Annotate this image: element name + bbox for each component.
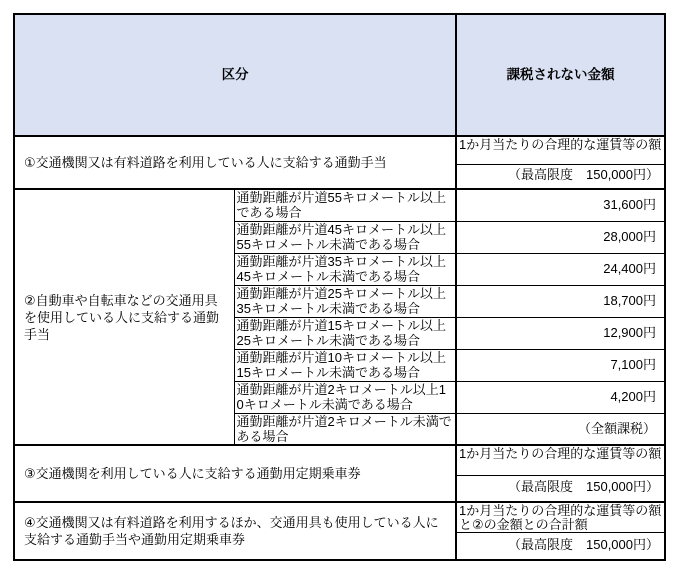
row2-amount-cell: 18,700円	[456, 285, 665, 317]
header-category-cell: 区分	[14, 14, 456, 136]
row3-amount-main-cell: 1か月当たりの合理的な運賃等の額	[456, 445, 665, 475]
row2-condition-cell: 通勤距離が片道55キロメートル以上である場合	[234, 189, 456, 221]
table-row	[14, 502, 665, 533]
table-row	[14, 136, 665, 164]
row1-category-cell: ①交通機関又は有料道路を利用している人に支給する通勤手当	[14, 136, 456, 189]
row4-amount-limit-cell: （最高限度 150,000円）	[456, 533, 665, 560]
row2-condition-cell: 通勤距離が片道2キロメートル未満である場合	[234, 413, 456, 445]
table-header-row	[14, 14, 665, 136]
table-row	[14, 445, 665, 475]
header-amount-cell: 課税されない金額	[456, 14, 665, 136]
row2-condition-cell: 通勤距離が片道45キロメートル以上55キロメートル未満である場合	[234, 221, 456, 253]
row2-category-cell: ②自動車や自転車などの交通用具を使用している人に支給する通勤手当	[14, 189, 234, 445]
row2-condition-cell: 通勤距離が片道2キロメートル以上10キロメートル未満である場合	[234, 381, 456, 413]
row2-amount-cell: 24,400円	[456, 253, 665, 285]
row2-condition-cell: 通勤距離が片道35キロメートル以上45キロメートル未満である場合	[234, 253, 456, 285]
row2-amount-cell: 7,100円	[456, 349, 665, 381]
row1-amount-main-cell: 1か月当たりの合理的な運賃等の額	[456, 136, 665, 164]
row2-condition-cell: 通勤距離が片道10キロメートル以上15キロメートル未満である場合	[234, 349, 456, 381]
row4-category-cell: ④交通機関又は有料道路を利用するほか、交通用具も使用している人に支給する通勤手当や通勤用定期乗車券	[14, 502, 456, 560]
table-row	[14, 189, 665, 221]
row2-amount-cell: （全額課税）	[456, 413, 665, 445]
row1-amount-limit-cell: （最高限度 150,000円）	[456, 164, 665, 189]
row2-amount-cell: 4,200円	[456, 381, 665, 413]
row4-amount-main-cell: 1か月当たりの合理的な運賃等の額と②の金額との合計額	[456, 502, 665, 533]
row2-amount-cell: 28,000円	[456, 221, 665, 253]
row3-amount-limit-cell: （最高限度 150,000円）	[456, 475, 665, 502]
row2-amount-cell: 31,600円	[456, 189, 665, 221]
row2-condition-cell: 通勤距離が片道15キロメートル以上25キロメートル未満である場合	[234, 317, 456, 349]
commuting-allowance-table	[13, 13, 666, 561]
row2-condition-cell: 通勤距離が片道25キロメートル以上35キロメートル未満である場合	[234, 285, 456, 317]
row3-category-cell: ③交通機関を利用している人に支給する通勤用定期乗車券	[14, 445, 456, 502]
row2-amount-cell: 12,900円	[456, 317, 665, 349]
